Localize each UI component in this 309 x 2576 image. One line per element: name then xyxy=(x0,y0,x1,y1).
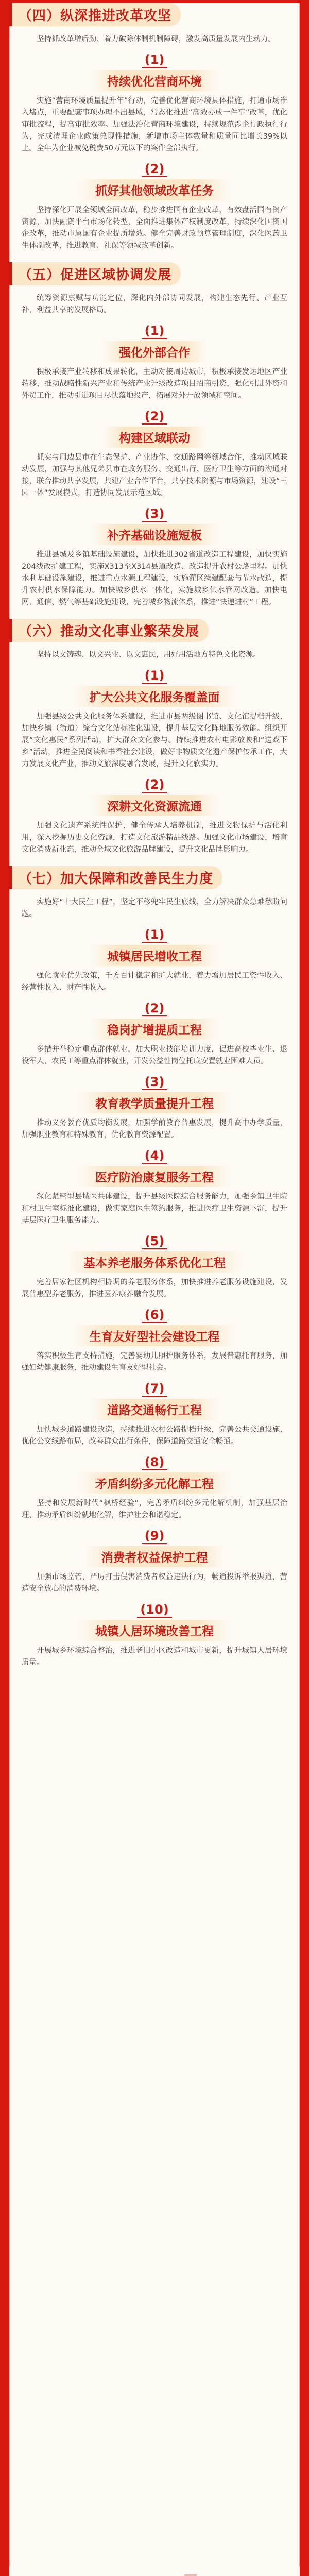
section-intro: 坚持以文铸魂、以文兴业、以文惠民，用好用活地方特色文化资源。 xyxy=(37,651,261,659)
subsection-text: 积极承接产业转移和成果转化，主动对接周边城市，积极承接发达地区产业转移，推动战略性新兴产业和传统产业升级改造项目招商引资，强化引进外资和外贸工作，推动引进项目尽快落地投产，拓展对外开放领域和空间。 xyxy=(22,368,287,400)
subsection-header xyxy=(9,1148,300,1187)
subsection-header xyxy=(9,1381,300,1420)
subsection-number: (10) xyxy=(137,1602,171,1618)
subsection-number: (1) xyxy=(142,324,168,339)
subsection-header xyxy=(9,1455,300,1494)
subsection-title: 构建区域联动 xyxy=(104,427,205,448)
subsection-number: (3) xyxy=(142,506,168,522)
subsection-header xyxy=(9,409,300,448)
city-skyline-illustration xyxy=(9,2567,300,2576)
subsection-header xyxy=(9,1001,300,1040)
subsection-text: 开展城乡环境综合整治，推进老旧小区改造和城市更新，提升城镇人居环境质量。 xyxy=(22,1647,287,1667)
subsection-text: 强化就业优先政策，千方百计稳定和扩大就业，着力增加居民工资性收入、经营性收入、财产性收入。 xyxy=(22,972,287,992)
subsection-number: (2) xyxy=(142,409,168,425)
subsection-title: 深耕文化资源流通 xyxy=(92,795,217,816)
subsection-text: 实施“营商环境质量提升年”行动，完善优化营商环境具体措施，打通市场准入堵点，重要配套事项办理不出县域，常态化推进“高效办成一件事”改革，优化审批流程，提高审批效率。加强法治化营商环境建设，持续规范涉企行政执行行为，完成清理企业政策兑现性措施，新增市场主体数量和质量同比增长39%以上。全年为企业减免税费50万元以下的案件全部执行。 xyxy=(22,97,287,152)
subsection-title: 扩大公共文化服务覆盖面 xyxy=(74,686,235,707)
article-page xyxy=(9,0,300,2576)
subsection-number: (6) xyxy=(142,1308,168,1323)
section-heading: （七）加大保障和改善民生力度 xyxy=(9,866,222,889)
subsection-number: (2) xyxy=(142,1001,168,1016)
subsection-header xyxy=(9,162,300,200)
subsection-title: 医疗防治康复服务工程 xyxy=(80,1166,229,1187)
section-intro: 统筹资源禀赋与功能定位，深化内外部协同发展，构建生态先行、产业互补、利益共享的发展格局。 xyxy=(22,294,287,314)
subsection-title: 基本养老服务体系优化工程 xyxy=(68,1251,241,1273)
subsection-number: (8) xyxy=(142,1455,168,1470)
section-heading: （四）纵深推进改革攻坚 xyxy=(9,3,181,26)
subsection-title: 城镇居民增收工程 xyxy=(92,945,217,966)
subsection-text: 深化紧密型县域医共体建设，提升县级医院综合服务能力，加强乡镇卫生院和村卫生室标准化建设，做实家庭医生签约服务，推进医疗卫生资源下沉，提升基层医疗卫生服务能力。 xyxy=(22,1193,287,1225)
subsection-header xyxy=(9,324,300,362)
subsection-text: 多措并举稳定重点群体就业，加大职业技能培训力度，促进高校毕业生、退役军人、农民工等重点群体就业，开发公益性岗位托底安置就业困难人员。 xyxy=(22,1045,287,1065)
subsection-header xyxy=(9,53,300,91)
subsection-header xyxy=(9,1234,300,1273)
subsection-text: 坚持深化开展全领域全面改革，稳步推进国有企业改革，有效盘活国有资产资源，加快融资平台市场化转型，全面推进集体产权制度改革，持续深化国资国企改革，推动市属国有企业提质增效。健全完善财政预算管理制度，深化医药卫生体制改革，推进教育、社保等领域改革创新。 xyxy=(22,206,287,250)
subsection-title: 生育友好型社会建设工程 xyxy=(74,1325,235,1346)
subsection-number: (9) xyxy=(142,1529,168,1544)
subsection-header xyxy=(9,1075,300,1113)
subsection-number: (1) xyxy=(142,927,168,943)
subsection-header xyxy=(9,506,300,545)
subsection-title: 强化外部合作 xyxy=(104,341,205,362)
subsection-number: (5) xyxy=(142,1234,168,1249)
article-content xyxy=(9,0,300,1669)
subsection-title: 教育教学质量提升工程 xyxy=(80,1092,229,1113)
subsection-number: (3) xyxy=(142,1075,168,1090)
subsection-text: 落实积极生育支持措施，完善婴幼儿照护服务体系，发展普惠托育服务，加强妇幼健康服务，推动建设生育友好型社会。 xyxy=(22,1352,287,1372)
subsection-number: (4) xyxy=(142,1148,168,1164)
section-heading: （六）推动文化事业繁荣发展 xyxy=(9,619,209,642)
subsection-header xyxy=(9,777,300,816)
section-intro: 坚持抓改革增后劲、着力破除体制机制障碍，激发高质量发展内生动力。 xyxy=(37,35,276,43)
subsection-title: 城镇人居环境改善工程 xyxy=(80,1620,229,1641)
subsection-title: 持续优化营商环境 xyxy=(92,70,217,91)
subsection-number: (2) xyxy=(142,777,168,793)
section-heading: （五）促进区域协调发展 xyxy=(9,262,181,285)
subsection-text: 完善居家社区机构相协调的养老服务体系，加快推进养老服务设施建设，发展普惠型养老服务，推进医养康养融合发展。 xyxy=(22,1278,287,1298)
subsection-title: 消费者权益保护工程 xyxy=(86,1546,224,1567)
subsection-text: 坚持和发展新时代“枫桥经验”，完善矛盾纠纷多元化解机制，加强基层治理，推动矛盾纠纷就地化解，维护社会和谐稳定。 xyxy=(22,1499,287,1519)
subsection-text: 加强市场监管，严厉打击侵害消费者权益违法行为，畅通投诉举报渠道，营造安全放心的消费环境。 xyxy=(22,1573,287,1593)
subsection-title: 稳岗扩增提质工程 xyxy=(92,1019,217,1040)
subsection-title: 补齐基础设施短板 xyxy=(92,524,217,545)
top-border xyxy=(9,0,300,3)
subsection-number: (1) xyxy=(142,53,168,68)
subsection-number: (2) xyxy=(142,162,168,177)
subsection-text: 加快城乡道路建设改造，持续推进农村公路提档升级，完善公共交通设施，优化公交线路布局，改善群众出行条件，保障道路交通安全畅通。 xyxy=(22,1426,287,1446)
subsection-header xyxy=(9,1308,300,1346)
section-intro: 实施好“十大民生工程”，坚定不移兜牢民生底线，全力解决群众急难愁盼问题。 xyxy=(22,898,287,918)
subsection-text: 推进县城及乡镇基础设施建设，加快推进302省道改造工程建设，加快实施204线改扩建工程，实施X313至X314县道改造、改造提升农村公路里程。加快水利基础设施建设，推进重点水源工程建设，实施灌区续建配套与节水改造，提升农村供水保障能力。加快城乡供水一体化，实施城乡供水管网改造。加快电网、通信、燃气等基础设施建设，完善城乡物流体系，推进“快递进村”工程。 xyxy=(22,551,287,606)
subsection-header xyxy=(9,1602,300,1641)
subsection-header xyxy=(9,927,300,966)
subsection-header xyxy=(9,1529,300,1567)
subsection-text: 推动义务教育优质均衡发展，加强学前教育普惠发展，提升高中办学质量，加强职业教育和特殊教育，优化教育资源配置。 xyxy=(22,1119,287,1139)
subsection-text: 加强县级公共文化服务体系建设，推进市县两级图书馆、文化馆提档升级，加快乡镇（街道）综合文化站标准化建设，提升基层文化阵地服务效能。组织开展“文化惠民”系列活动，扩大群众文化参与。持续推进农村电影放映和“送戏下乡”活动，推进全民阅读和书香社会建设，做好非物质文化遗产保护传承工作，大力发展文化产业，推动文旅深度融合发展，提升文化软实力。 xyxy=(22,713,287,768)
subsection-header xyxy=(9,668,300,707)
subsection-title: 道路交通畅行工程 xyxy=(92,1399,217,1420)
subsection-title: 矛盾纠纷多元化解工程 xyxy=(80,1472,229,1494)
subsection-text: 加强文化遗产系统性保护，健全传承人培养机制，推进文物保护与活化利用，深入挖掘历史文化资源，打造文化旅游精品线路。加强文化市场建设，培育文化消费新业态，推动全域文化旅游品牌建设，提升文化品牌影响力。 xyxy=(22,822,287,854)
subsection-number: (7) xyxy=(142,1381,168,1397)
subsection-text: 抓实与周边县市在生态保护、产业协作、交通路网等领域合作，推动区域联动发展，加强与其他兄弟县市在政务服务、交通出行、医疗卫生等方面的沟通对接，联合推动共享发展，共建产业合作平台，共享技术资源与市场资源，建设“三园一体”发展模式，打造协同发展示范区域。 xyxy=(22,453,287,497)
subsection-number: (1) xyxy=(142,668,168,684)
subsection-title: 抓好其他领域改革任务 xyxy=(80,179,229,200)
